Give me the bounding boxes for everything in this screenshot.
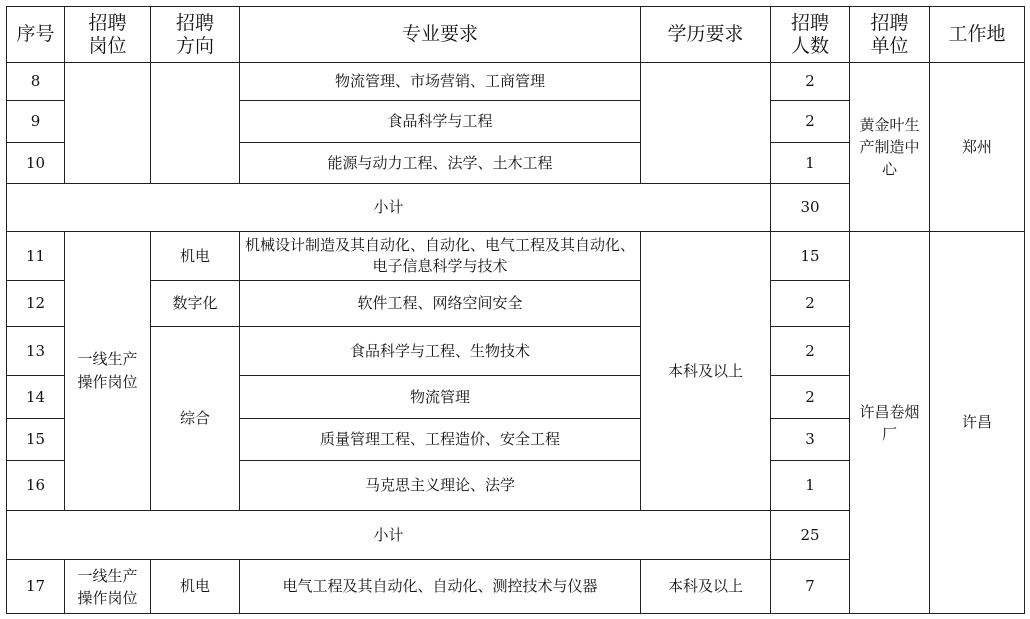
seq-cell: 9 [7,101,65,143]
subtotal-label: 小计 [7,184,771,232]
position-cell [65,63,151,184]
major-cell: 食品科学与工程、生物技术 [240,327,641,376]
major-cell: 食品科学与工程 [240,101,641,143]
major-cell: 质量管理工程、工程造价、安全工程 [240,419,641,461]
major-cell: 物流管理 [240,376,641,419]
header-row [7,7,1025,63]
count-cell: 1 [771,461,850,511]
recruitment-table [6,6,1025,614]
position-cell: 一线生产 操作岗位 [65,560,151,614]
major-cell: 电气工程及其自动化、自动化、测控技术与仪器 [240,560,641,614]
education-cell: 本科及以上 [641,560,771,614]
header-location: 工作地 [930,7,1025,63]
seq-cell: 8 [7,63,65,101]
header-major: 专业要求 [240,7,641,63]
count-cell: 7 [771,560,850,614]
header-position: 招聘 岗位 [65,7,151,63]
direction-cell: 机电 [151,232,240,281]
major-cell: 能源与动力工程、法学、土木工程 [240,143,641,184]
direction-cell: 机电 [151,560,240,614]
header-count: 招聘 人数 [771,7,850,63]
seq-cell: 17 [7,560,65,614]
unit-cell: 许昌卷烟 厂 [850,232,930,614]
header-education: 学历要求 [641,7,771,63]
major-cell: 软件工程、网络空间安全 [240,281,641,327]
unit-cell: 黄金叶生 产制造中 心 [850,63,930,232]
major-cell: 马克思主义理论、法学 [240,461,641,511]
seq-cell: 13 [7,327,65,376]
count-cell: 15 [771,232,850,281]
header-direction: 招聘 方向 [151,7,240,63]
count-cell: 2 [771,101,850,143]
location-cell: 许昌 [930,232,1025,614]
location-cell: 郑州 [930,63,1025,232]
seq-cell: 10 [7,143,65,184]
table-row [7,232,1025,281]
direction-cell [151,63,240,184]
count-cell: 1 [771,143,850,184]
count-cell: 2 [771,376,850,419]
header-seq: 序号 [7,7,65,63]
subtotal-count: 25 [771,511,850,560]
count-cell: 2 [771,327,850,376]
table-row [7,63,1025,101]
count-cell: 2 [771,63,850,101]
subtotal-label: 小计 [7,511,771,560]
seq-cell: 12 [7,281,65,327]
count-cell: 3 [771,419,850,461]
seq-cell: 11 [7,232,65,281]
header-unit: 招聘 单位 [850,7,930,63]
count-cell: 2 [771,281,850,327]
education-cell: 本科及以上 [641,232,771,511]
seq-cell: 16 [7,461,65,511]
position-cell: 一线生产 操作岗位 [65,232,151,511]
education-cell [641,63,771,184]
major-cell: 物流管理、市场营销、工商管理 [240,63,641,101]
subtotal-count: 30 [771,184,850,232]
direction-cell: 数字化 [151,281,240,327]
major-cell: 机械设计制造及其自动化、自动化、电气工程及其自动化、电子信息科学与技术 [240,232,641,281]
direction-cell: 综合 [151,327,240,511]
seq-cell: 15 [7,419,65,461]
seq-cell: 14 [7,376,65,419]
